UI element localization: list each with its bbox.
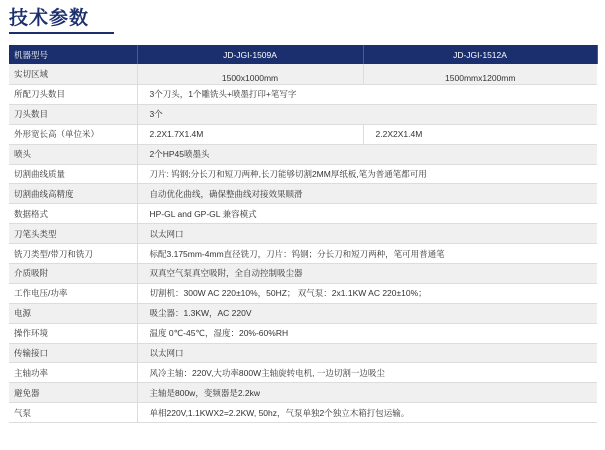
row-value: 2个HP45喷墨头 [137, 144, 597, 164]
title-underline [9, 32, 114, 34]
row-value: 刀片: 钨钢;分长刀和短刀两种,长刀能够切割2MM厚纸板,笔为普通笔都可用 [137, 164, 597, 184]
row-label: 切割曲线高精度 [9, 184, 137, 204]
row-label: 切割曲线质量 [9, 164, 137, 184]
row-value: 标配3.175mm-4mm直径铣刀，刀片：钨钢；分长刀和短刀两种，笔可用普通笔 [137, 244, 597, 264]
row-label: 操作环境 [9, 323, 137, 343]
row-value: 温度 0℃-45℃，湿度：20%-60%RH [137, 323, 597, 343]
header-model-b: JD-JGI-1512A [363, 45, 597, 64]
table-row [9, 323, 597, 343]
table-row [9, 164, 597, 184]
row-label: 实切区域 [9, 64, 137, 85]
row-value-b: 1500mmx1200mm [363, 64, 597, 85]
row-value: 双真空气泵真空吸附，全自动控制吸尘器 [137, 264, 597, 284]
table-row [9, 383, 597, 403]
row-value-a: 2.2X1.7X1.4M [137, 124, 363, 144]
row-label: 刀笔头类型 [9, 224, 137, 244]
row-label: 外形宽长高（单位米） [9, 124, 137, 144]
row-label: 喷头 [9, 144, 137, 164]
row-value: 吸尘器：1.3KW，AC 220V [137, 303, 597, 323]
table-header-row [9, 45, 597, 64]
row-value-b: 2.2X2X1.4M [363, 124, 597, 144]
table-row [9, 204, 597, 224]
table-row [9, 85, 597, 105]
row-label: 避免器 [9, 383, 137, 403]
row-value: 3个 [137, 104, 597, 124]
row-value-a: 1500x1000mm [137, 64, 363, 85]
row-value: HP-GL and GP-GL 兼容模式 [137, 204, 597, 224]
row-label: 电源 [9, 303, 137, 323]
row-value: 以太网口 [137, 343, 597, 363]
table-row [9, 264, 597, 284]
spec-table [9, 45, 598, 423]
table-row [9, 124, 597, 144]
row-label: 工作电压/功率 [9, 283, 137, 303]
row-label: 刀头数目 [9, 104, 137, 124]
table-row [9, 303, 597, 323]
table-row [9, 283, 597, 303]
row-label: 所配刀头数目 [9, 85, 137, 105]
page-title: 技术参数 [9, 7, 90, 29]
table-row [9, 343, 597, 363]
row-value: 以太网口 [137, 224, 597, 244]
row-value: 切割机：300W AC 220±10%，50HZ； 双气泵：2x1.1KW AC 220±10%； [137, 283, 597, 303]
table-row [9, 144, 597, 164]
row-value: 单相220V,1.1KWX2=2.2KW, 50hz，气泵单独2个独立木箱打包运输。 [137, 403, 597, 423]
header-model-a: JD-JGI-1509A [137, 45, 363, 64]
row-label: 数据格式 [9, 204, 137, 224]
table-row [9, 403, 597, 423]
table-row [9, 64, 597, 85]
row-label: 铣刀类型/带刀和铣刀 [9, 244, 137, 264]
row-value: 3个刀头，1个雕铣头+喷墨打印+笔写字 [137, 85, 597, 105]
table-row [9, 363, 597, 383]
row-label: 介质吸附 [9, 264, 137, 284]
table-row [9, 244, 597, 264]
table-row [9, 224, 597, 244]
table-row [9, 184, 597, 204]
table-row [9, 104, 597, 124]
row-value: 自动优化曲线，确保整曲线对接效果顺滑 [137, 184, 597, 204]
row-value: 主轴是800w，变频器是2.2kw [137, 383, 597, 403]
row-label: 主轴功率 [9, 363, 137, 383]
header-label: 机器型号 [9, 45, 137, 64]
row-value: 风冷主轴：220V,大功率800W主轴旋转电机, 一边切割一边吸尘 [137, 363, 597, 383]
row-label: 气泵 [9, 403, 137, 423]
row-label: 传输接口 [9, 343, 137, 363]
